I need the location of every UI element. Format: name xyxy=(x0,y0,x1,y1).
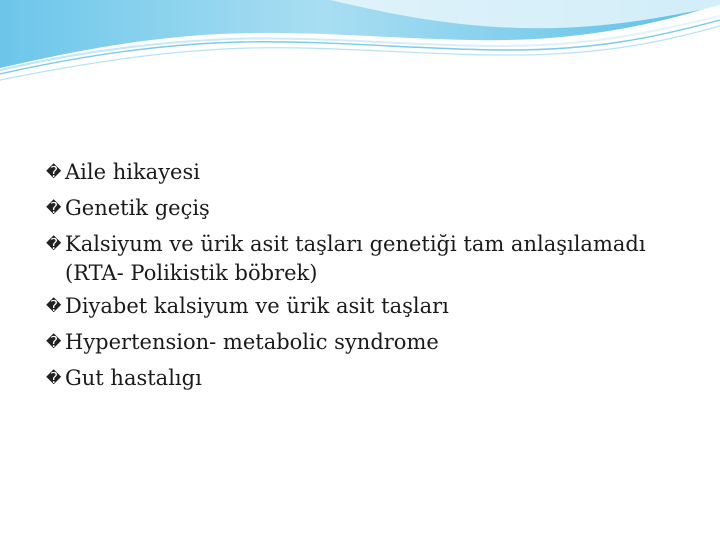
list-item xyxy=(46,360,696,396)
bullet-icon: � xyxy=(46,163,62,181)
bullet-icon: � xyxy=(46,369,62,387)
bullet-icon: � xyxy=(46,199,62,217)
bullet-content xyxy=(46,154,696,396)
list-item xyxy=(46,226,696,288)
bullet-text: Hypertension- metabolic syndrome xyxy=(65,330,439,354)
bullet-text: Kalsiyum ve ürik asit taşları genetiği tam anlaşılamadı xyxy=(65,232,646,256)
bullet-text: Diyabet kalsiyum ve ürik asit taşları xyxy=(65,294,449,318)
bullet-text: Aile hikayesi xyxy=(65,160,200,184)
bullet-icon: � xyxy=(46,297,62,315)
bullet-text: Gut hastalıgı xyxy=(65,366,202,390)
bullet-list xyxy=(46,154,696,396)
bullet-text: Genetik geçiş xyxy=(65,196,210,220)
list-item xyxy=(46,324,696,360)
bullet-icon: � xyxy=(46,235,62,253)
bullet-text-continuation: (RTA- Polikistik böbrek) xyxy=(65,261,318,285)
list-item xyxy=(46,288,696,324)
bullet-icon: � xyxy=(46,333,62,351)
header-wave-decoration xyxy=(0,0,720,90)
list-item xyxy=(46,154,696,190)
list-item xyxy=(46,190,696,226)
